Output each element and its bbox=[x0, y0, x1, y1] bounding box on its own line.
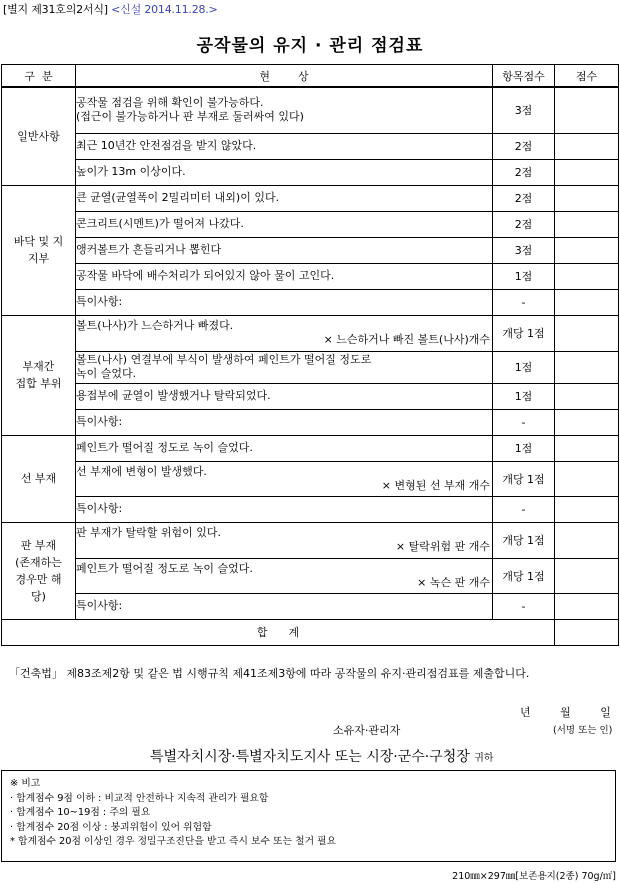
table-header-row bbox=[2, 65, 619, 88]
score-input-cell[interactable] bbox=[555, 87, 619, 133]
score-input-cell[interactable] bbox=[555, 409, 619, 435]
condition-cell bbox=[76, 263, 493, 289]
condition-cell bbox=[76, 558, 493, 593]
item-points-cell: 개당 1점 bbox=[493, 522, 555, 558]
count-multiplier: × 변형된 선 부재 개수 bbox=[381, 478, 490, 492]
condition-text: 앵커볼트가 흔들리거나 뽑힌다 bbox=[76, 243, 222, 256]
item-points-cell: - bbox=[493, 496, 555, 522]
inspection-table bbox=[1, 64, 619, 646]
condition-text: 공작물 바닥에 배수처리가 되어있지 않아 물이 고인다. bbox=[76, 269, 335, 282]
condition-cell bbox=[76, 133, 493, 159]
form-number: [별지 제31호의2서식] bbox=[3, 3, 108, 16]
item-points-cell: 3점 bbox=[493, 237, 555, 263]
count-multiplier: × 느슨하거나 빠진 볼트(나사)개수 bbox=[323, 333, 490, 346]
condition-text: 특이사항: bbox=[76, 599, 123, 612]
table-row bbox=[2, 461, 619, 496]
condition-cell bbox=[76, 87, 493, 133]
category-cell bbox=[2, 522, 76, 619]
table-row bbox=[2, 558, 619, 593]
score-input-cell[interactable] bbox=[555, 211, 619, 237]
notes-item: · 합계점수 20점 이상 : 붕괴위험이 있어 위험함 bbox=[10, 821, 212, 833]
sign-note: (서명 또는 인) bbox=[553, 725, 613, 736]
condition-text: 특이사항: bbox=[76, 295, 123, 308]
condition-text: 페인트가 떨어질 정도로 녹이 슬었다. bbox=[76, 441, 253, 454]
table-row bbox=[2, 522, 619, 558]
score-input-cell[interactable] bbox=[555, 522, 619, 558]
category-label: 경우만 해 bbox=[15, 572, 62, 586]
category-label: (존재하는 bbox=[15, 555, 62, 569]
condition-cell bbox=[76, 159, 493, 185]
item-points-cell: 2점 bbox=[493, 185, 555, 211]
score-input-cell[interactable] bbox=[555, 461, 619, 496]
condition-cell bbox=[76, 315, 493, 351]
score-input-cell[interactable] bbox=[555, 496, 619, 522]
category-label: 판 부재 bbox=[20, 538, 57, 552]
table-row bbox=[2, 593, 619, 619]
table-row bbox=[2, 289, 619, 315]
category-label: 당) bbox=[31, 589, 46, 603]
table-row bbox=[2, 351, 619, 383]
condition-text: 용접부에 균열이 발생했거나 탈락되었다. bbox=[76, 389, 271, 402]
score-input-cell[interactable] bbox=[555, 593, 619, 619]
table-row bbox=[2, 383, 619, 409]
condition-cell bbox=[76, 461, 493, 496]
total-row bbox=[2, 619, 619, 645]
condition-cell bbox=[76, 211, 493, 237]
category-label: 접합 부위 bbox=[15, 377, 62, 390]
category-cell bbox=[2, 87, 76, 185]
header-condition: 현 상 bbox=[76, 65, 493, 88]
table-body bbox=[2, 87, 619, 645]
month-label: 월 bbox=[560, 706, 571, 719]
count-multiplier: × 녹슨 판 개수 bbox=[417, 575, 490, 589]
condition-cell bbox=[76, 383, 493, 409]
table-row bbox=[2, 315, 619, 351]
condition-text: 콘크리트(시멘트)가 떨어져 나갔다. bbox=[76, 217, 244, 230]
condition-cell bbox=[76, 522, 493, 558]
item-points-cell: 1점 bbox=[493, 435, 555, 461]
score-input-cell[interactable] bbox=[555, 185, 619, 211]
condition-cell bbox=[76, 351, 493, 383]
header-item-points: 항목점수 bbox=[493, 65, 555, 88]
condition-cell bbox=[76, 185, 493, 211]
item-points-cell: 개당 1점 bbox=[493, 315, 555, 351]
condition-cell bbox=[76, 496, 493, 522]
score-input-cell[interactable] bbox=[555, 351, 619, 383]
header-category: 구 분 bbox=[2, 65, 76, 88]
category-cell bbox=[2, 435, 76, 522]
condition-text: (접근이 불가능하거나 판 부재로 둘러싸여 있다) bbox=[76, 110, 304, 124]
table-row bbox=[2, 185, 619, 211]
condition-text: 특이사항: bbox=[76, 415, 123, 428]
table-row bbox=[2, 409, 619, 435]
table-row bbox=[2, 237, 619, 263]
condition-text: 높이가 13m 이상이다. bbox=[76, 165, 186, 178]
item-points-cell: 2점 bbox=[493, 159, 555, 185]
notes-item: · 합계점수 10~19점 : 주의 필요 bbox=[10, 807, 151, 818]
item-points-cell: 2점 bbox=[493, 133, 555, 159]
notes-box bbox=[1, 770, 616, 862]
year-label: 년 bbox=[520, 706, 531, 719]
condition-text: 특이사항: bbox=[76, 502, 123, 515]
table-row bbox=[2, 159, 619, 185]
condition-cell bbox=[76, 409, 493, 435]
date-line bbox=[520, 704, 611, 720]
table-row bbox=[2, 87, 619, 133]
condition-cell bbox=[76, 593, 493, 619]
table-row bbox=[2, 496, 619, 522]
condition-text: 볼트(나사) 연결부에 부식이 발생하여 페인트가 떨어질 정도로 bbox=[76, 353, 372, 366]
page-title: 공작물의 유지 · 관리 점검표 bbox=[196, 36, 424, 56]
paper-spec: 210㎜×297㎜[보존용지(2종) 70g/㎡] bbox=[452, 871, 616, 882]
law-statement: 「건축법」 제83조제2항 및 같은 법 시행규칙 제41조제3항에 따라 공작물의 유지·관리점검표를 제출합니다. bbox=[9, 667, 530, 680]
condition-cell bbox=[76, 289, 493, 315]
condition-text: 볼트(나사)가 느슨하거나 빠졌다. bbox=[76, 319, 234, 332]
category-cell bbox=[2, 185, 76, 315]
condition-cell bbox=[76, 237, 493, 263]
condition-text: 선 부재에 변형이 발생했다. bbox=[76, 464, 207, 478]
form-header bbox=[3, 1, 218, 17]
score-input-cell[interactable] bbox=[555, 237, 619, 263]
score-input-cell[interactable] bbox=[555, 383, 619, 409]
item-points-cell: - bbox=[493, 593, 555, 619]
category-label: 선 부재 bbox=[20, 472, 57, 485]
condition-text: 공작물 점검을 위해 확인이 불가능하다. bbox=[76, 96, 264, 110]
category-label: 지부 bbox=[27, 252, 50, 265]
condition-cell bbox=[76, 435, 493, 461]
item-points-cell: 개당 1점 bbox=[493, 461, 555, 496]
total-score-cell[interactable] bbox=[555, 619, 619, 645]
item-points-cell: 1점 bbox=[493, 263, 555, 289]
owner-label: 소유자·관리자 bbox=[333, 724, 401, 737]
table-row bbox=[2, 133, 619, 159]
total-label: 합 계 bbox=[2, 619, 555, 645]
condition-text: 녹이 슬었다. bbox=[76, 367, 137, 380]
score-input-cell[interactable] bbox=[555, 315, 619, 351]
notes-item: * 합계점수 20점 이상인 경우 정밀구조진단을 받고 즉시 보수 또는 철거 필요 bbox=[10, 836, 337, 847]
condition-text: 페인트가 떨어질 정도로 녹이 슬었다. bbox=[76, 561, 253, 575]
condition-text: 최근 10년간 안전점검을 받지 않았다. bbox=[76, 139, 257, 152]
category-label: 부재간 bbox=[22, 360, 55, 373]
table-row bbox=[2, 435, 619, 461]
notes-item: · 합계점수 9점 이하 : 비교적 안전하나 지속적 관리가 필요함 bbox=[10, 792, 269, 804]
item-points-cell: 3점 bbox=[493, 87, 555, 133]
score-input-cell[interactable] bbox=[555, 558, 619, 593]
category-label: 일반사항 bbox=[17, 129, 60, 143]
category-label: 바닥 및 지 bbox=[13, 235, 64, 248]
recipient-line bbox=[150, 746, 494, 766]
score-input-cell[interactable] bbox=[555, 435, 619, 461]
condition-text: 큰 균열(균열폭이 2밀리미터 내외)이 있다. bbox=[76, 191, 280, 204]
category-cell bbox=[2, 315, 76, 435]
score-input-cell[interactable] bbox=[555, 133, 619, 159]
recipient-title: 특별자치시장·특별자치도지사 또는 시장·군수·구청장 bbox=[150, 749, 470, 765]
item-points-cell: 2점 bbox=[493, 211, 555, 237]
revision-date: <신설 2014.11.28.> bbox=[111, 3, 218, 16]
table-row bbox=[2, 211, 619, 237]
count-multiplier: × 탈락위험 판 개수 bbox=[395, 540, 490, 553]
score-input-cell[interactable] bbox=[555, 263, 619, 289]
item-points-cell: 1점 bbox=[493, 383, 555, 409]
recipient-suffix: 귀하 bbox=[474, 753, 494, 764]
score-input-cell[interactable] bbox=[555, 159, 619, 185]
condition-text: 판 부재가 탈락할 위험이 있다. bbox=[76, 526, 221, 539]
item-points-cell: 1점 bbox=[493, 351, 555, 383]
header-score: 점수 bbox=[555, 65, 619, 88]
day-label: 일 bbox=[600, 706, 611, 719]
notes-heading: ※ 비고 bbox=[10, 778, 41, 789]
table-row bbox=[2, 263, 619, 289]
item-points-cell: - bbox=[493, 409, 555, 435]
item-points-cell: - bbox=[493, 289, 555, 315]
score-input-cell[interactable] bbox=[555, 289, 619, 315]
item-points-cell: 개당 1점 bbox=[493, 558, 555, 593]
